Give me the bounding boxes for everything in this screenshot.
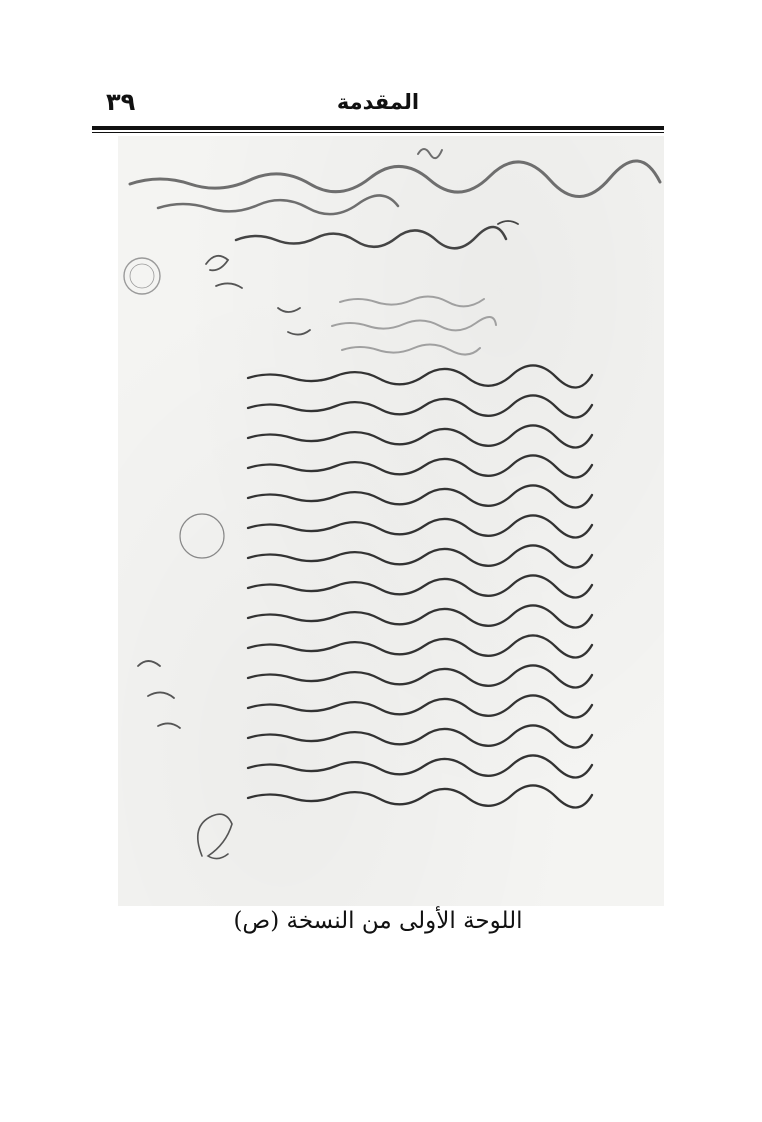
- header-rule-thick: [92, 126, 664, 130]
- manuscript-basmala-strokes: [236, 221, 518, 248]
- header-rule-thin: [92, 132, 664, 133]
- manuscript-title-strokes: [130, 149, 660, 214]
- manuscript-faded-verses: [332, 296, 496, 354]
- manuscript-seal-stamps: [124, 258, 160, 294]
- figure-caption: اللوحة الأولى من النسخة (ص): [233, 908, 523, 934]
- running-head: المقدمة: [336, 90, 420, 114]
- page-number: ٣٩: [106, 88, 136, 116]
- manuscript-scan-svg: [118, 136, 664, 906]
- manuscript-image: [118, 136, 664, 906]
- page-header: [92, 82, 664, 126]
- manuscript-margin-notes: [138, 256, 310, 859]
- manuscript-body-strokes: [248, 365, 592, 807]
